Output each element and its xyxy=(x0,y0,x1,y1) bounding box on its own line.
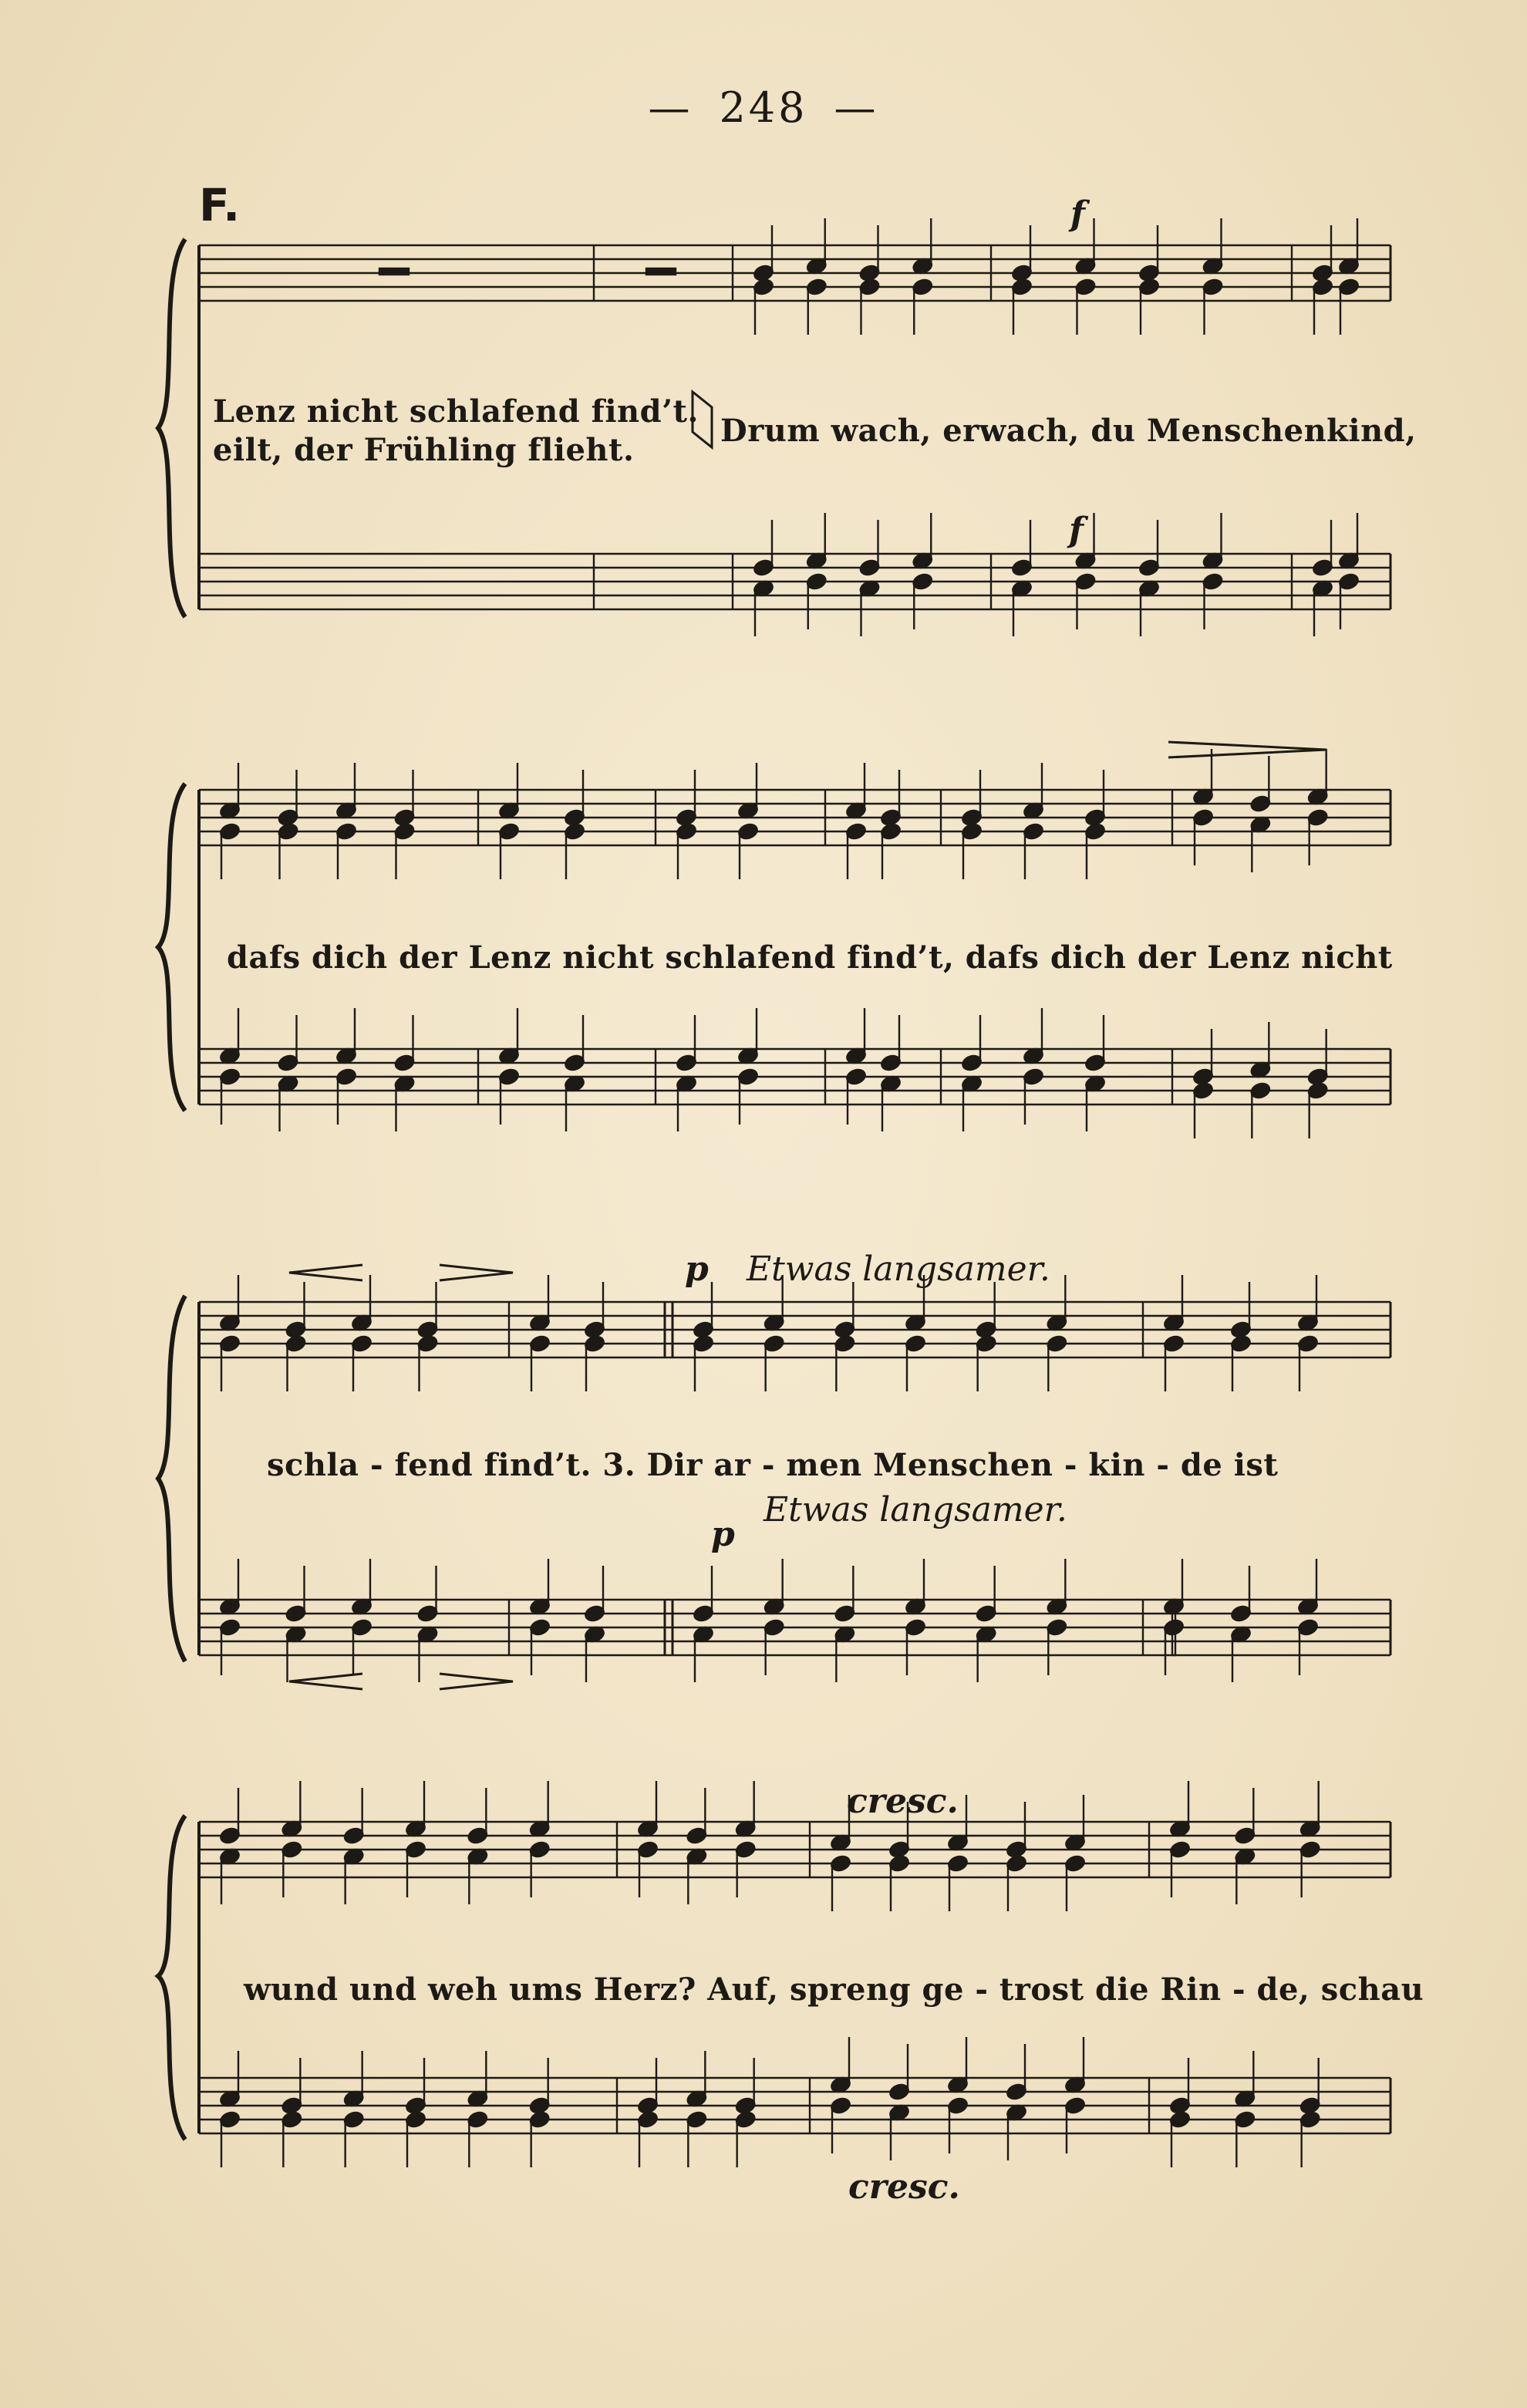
staff-4-treble xyxy=(199,1822,1390,1877)
lyric-line-1c: Drum wach, erwach, du Menschenkind, xyxy=(720,413,1417,449)
forte-mark-bass: f xyxy=(1069,511,1084,550)
lyric-line-1b: eilt, der Frühling flieht. xyxy=(213,432,635,468)
lyric-line-3: schla - fend find’t. 3. Dir ar - men Menschen - kin - de ist xyxy=(267,1447,1279,1483)
brace-2 xyxy=(158,784,185,1111)
staff-3-treble xyxy=(199,1302,1390,1357)
brace-1 xyxy=(158,239,185,617)
page-number: — 248 — xyxy=(648,83,879,132)
crescendo-hairpin-top xyxy=(289,1265,362,1280)
staff-4-bass xyxy=(199,2078,1390,2133)
decrescendo-hairpin-top xyxy=(440,1265,513,1280)
note-heads xyxy=(219,218,1360,2167)
decrescendo-hairpin xyxy=(1168,742,1326,757)
lyric-line-1a: Lenz nicht schlafend find’t. xyxy=(213,393,699,430)
crescendo-hairpin-bottom xyxy=(289,1674,362,1689)
page-number-value: 248 xyxy=(719,83,808,132)
decrescendo-hairpin-bottom xyxy=(440,1674,513,1689)
cresc-mark-bottom: cresc. xyxy=(848,2167,960,2207)
forte-mark-top: f xyxy=(1070,194,1085,234)
brace-4 xyxy=(158,1816,185,2140)
tempo-mark-top: Etwas langsamer. xyxy=(747,1250,1050,1289)
tempo-mark-bass: Etwas langsamer. xyxy=(764,1490,1067,1529)
cresc-mark-top: cresc. xyxy=(847,1782,959,1821)
brace-3 xyxy=(158,1296,185,1661)
lyric-line-4: wund und weh ums Herz? Auf, spreng ge - trost die Rin - de, schau xyxy=(244,1971,1424,2008)
staff-3-bass xyxy=(199,1600,1390,1655)
piano-mark-top: p xyxy=(685,1250,709,1289)
lyric-line-2: dafs dich der Lenz nicht schlafend find’t, dafs dich der Lenz nicht xyxy=(227,939,1393,976)
piano-mark-bass: p xyxy=(711,1515,735,1554)
section-label: F. xyxy=(199,179,241,231)
